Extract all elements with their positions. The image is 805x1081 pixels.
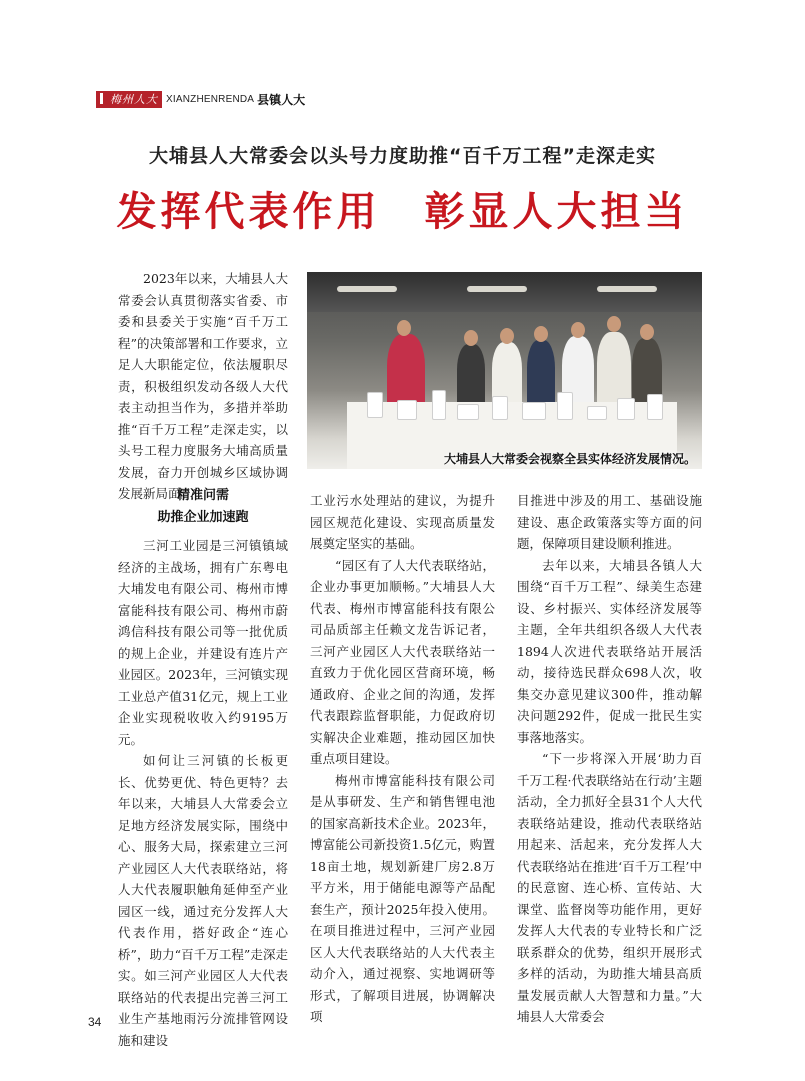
body-paragraph: 三河工业园是三河镇镇域经济的主战场，拥有广东粤电大埔发电有限公司、梅州市博富能科技有限公司、梅州市蔚鸿信科技有限公司等一批优质的规上企业，并建设有连片产业园区。2023年，三河镇实现工业总产值31亿元，规上工业企业实现税收收入约9195万元。 [118,538,288,747]
article-title: 发挥代表作用 彰显人大担当 [116,188,689,235]
photo-person-head [571,322,585,338]
section-heading [118,485,288,529]
article-photo [307,272,702,469]
body-paragraph: 如何让三河镇的长板更长、优势更优、特色更特？去年以来，大埔县人大常委会立足地方经济发展实际，围绕中心、服务大局，探索建立三河产业园区人大代表联络站，将人大代表履职触角延伸至产业园区一线，通过充分发挥人大代表作用，搭好政企“连心桥”，助力“百千万工程”走深走实。如三河产业园区人大代表联络站的代表提出完善三河工业生产基地雨污分流排管网设施和建设 [118,753,288,1048]
body-paragraph: 工业污水处理站的建议，为提升园区规范化建设、实现高质量发展奠定坚实的基础。 [310,493,495,551]
intro-column [118,268,288,505]
text-column-2 [310,490,495,1028]
column-name-cn: 县镇人大 [257,93,306,107]
body-paragraph: 梅州市博富能科技有限公司是从事研发、生产和销售锂电池的国家高新技术企业。2023年，博富能公司新投资1.5亿元，购置18亩土地，规划新建厂房2.8万平方米，用于储能电源等产品配套生产，预计2025年投入使用。在项目推进过程中，三河产业园区人大代表联络站的人大代表主动介入，通过视察、实地调研等形式，了解项目进展，协调解决项 [310,772,495,1024]
photo-lamp [337,286,397,292]
column-name-badge: 梅州人大 [96,91,162,108]
photo-product [587,406,607,420]
column-header [96,91,305,108]
photo-product [522,402,546,420]
photo-product [492,396,508,420]
photo-person [457,344,485,408]
photo-person-head [397,320,411,336]
photo-person-head [500,328,514,344]
photo-person-head [607,316,621,332]
column-name-en: XIANZHENRENDA [166,94,255,105]
photo-lamp [467,286,527,292]
photo-person-head [640,324,654,340]
body-paragraph: “下一步将深入开展‘助力百千万工程·代表联络站在行动’主题活动，全力抓好全县31个人大代表联络站建设，推动代表联络站用起来、活起来，充分发挥人大代表联络站在推进‘百千万工程’中的民意窗、连心桥、宣传站、大课堂、监督岗等功能作用，更好发挥人大代表的专业特长和广泛联系群众的优势，组织开展形式多样的活动，为助推大埔县高质量发展贡献人大智慧和力量。”大埔县人大常委会 [517,751,702,1024]
photo-ceiling [307,272,702,312]
photo-product [557,392,573,420]
text-column-3 [517,490,702,1028]
intro-paragraph: 2023年以来，大埔县人大常委会认真贯彻落实省委、市委和县委关于实施“百千万工程”的决策部署和工作要求，立足人大职能定位，依法履职尽责，积极组织发动各级人大代表主动担当作为，多措并举助推“百千万工程”走深走实，以头号工程力度服务大埔高质量发展，奋力开创城乡区域协调发展新局面。 [118,271,288,501]
photo-product [457,404,479,420]
photo-product [397,400,417,420]
body-paragraph: “园区有了人大代表联络站，企业办事更加顺畅。”大埔县人大代表、梅州市博富能科技有限公司品质部主任赖文龙告诉记者，三河产业园区人大代表联络站一直致力于优化园区营商环境，畅通政府、企业之间的沟通，发挥代表跟踪监督职能，力促政府切实解决企业难题，推动园区加快重点项目建设。 [310,557,495,766]
photo-caption: 大埔县人大常委会视察全县实体经济发展情况。 [443,452,696,466]
photo-person [527,340,555,410]
photo-person-head [464,330,478,346]
section-heading-line2: 助推企业加速跑 [157,510,249,525]
photo-person-head [534,326,548,342]
page-number: 34 [88,1015,102,1029]
text-column-1 [118,535,288,1051]
article-subtitle: 大埔县人大常委会以头号力度助推“百千万工程”走深走实 [149,145,656,167]
photo-product [647,394,663,420]
body-paragraph: 目推进中涉及的用工、基础设施建设、惠企政策落实等方面的问题，保障项目建设顺利推进。 [517,493,702,551]
section-heading-line1: 精准问需 [176,488,229,503]
body-paragraph: 去年以来，大埔县各镇人大围绕“百千万工程”、绿美生态建设、乡村振兴、实体经济发展等主题，全年共组织各级人大代表1894人次进代表联络站开展活动，接待选民群众698人次，收集交办意见建议300件，推动解决问题292件，促成一批民生实事落地落实。 [517,557,702,745]
photo-product [617,398,635,420]
photo-product [432,390,446,420]
photo-lamp [597,286,657,292]
photo-product [367,392,383,418]
